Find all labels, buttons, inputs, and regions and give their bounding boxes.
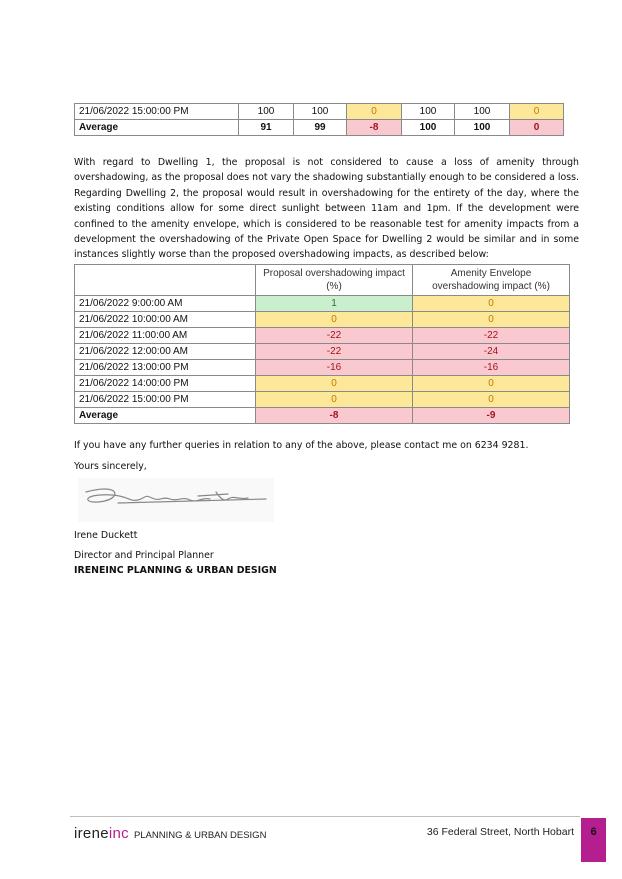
page-number-badge [581, 818, 606, 862]
table-row [75, 392, 570, 408]
handwritten-signature [78, 478, 274, 522]
table-cell: 0 [347, 104, 402, 120]
row-label: 21/06/2022 9:00:00 AM [75, 296, 256, 312]
footer-divider [70, 816, 580, 817]
header-cell-envelope: Amenity Envelope overshadowing impact (%) [413, 265, 570, 296]
page-number: 6 [590, 826, 597, 838]
closing-salutation: Yours sincerely, [74, 461, 147, 472]
logo-wordmark-inc: inc [108, 825, 129, 842]
signatory-name: Irene Duckett [74, 530, 138, 541]
footer-logo [74, 823, 266, 842]
signatory-company: IRENEINC PLANNING & URBAN DESIGN [74, 565, 277, 576]
table-cell: -22 [256, 344, 413, 360]
header-cell [75, 265, 256, 296]
table-row [75, 376, 570, 392]
row-label: Average [75, 120, 239, 136]
table-row-average [75, 408, 570, 424]
table-cell: 0 [413, 296, 570, 312]
dwelling-2-comparison-table [74, 264, 570, 424]
table-row [75, 360, 570, 376]
table-cell: 1 [256, 296, 413, 312]
table-cell: -22 [413, 328, 570, 344]
table-row [75, 328, 570, 344]
table-cell: 0 [256, 312, 413, 328]
contact-paragraph: If you have any further queries in relation to any of the above, please contact me on 6234 9281. [74, 440, 529, 451]
table-cell: 0 [510, 104, 564, 120]
dwelling-1-overshadowing-table [74, 103, 564, 136]
table-cell: -9 [413, 408, 570, 424]
row-label: Average [75, 408, 256, 424]
table-cell: 100 [294, 104, 347, 120]
row-label: 21/06/2022 11:00:00 AM [75, 328, 256, 344]
table-cell: -22 [256, 328, 413, 344]
table-cell: -24 [413, 344, 570, 360]
table-cell: 99 [294, 120, 347, 136]
footer-address: 36 Federal Street, North Hobart [426, 826, 574, 838]
table-cell: -16 [256, 360, 413, 376]
row-label: 21/06/2022 10:00:00 AM [75, 312, 256, 328]
table-cell: 100 [455, 120, 510, 136]
table-cell: 0 [413, 376, 570, 392]
table-cell: 91 [239, 120, 294, 136]
table-cell: 0 [413, 312, 570, 328]
row-label: 21/06/2022 15:00:00 PM [75, 104, 239, 120]
table-row [75, 104, 564, 120]
table-cell: -8 [347, 120, 402, 136]
table-cell: 0 [256, 376, 413, 392]
table-cell: -16 [413, 360, 570, 376]
table-row-average [75, 120, 564, 136]
table-row [75, 312, 570, 328]
table-header-row [75, 265, 570, 296]
table-cell: 100 [402, 104, 455, 120]
signatory-title: Director and Principal Planner [74, 550, 214, 561]
table-row [75, 344, 570, 360]
body-paragraph: With regard to Dwelling 1, the proposal is not considered to cause a loss of amenity through overshadowing, as the proposal does not vary the shadowing substantially enough to be considered a loss. Regarding Dwelling 2, the proposal would result in overshadowing for the entirety of the day, where the existing conditions allow for some direct sunlight between 11am and 1pm. If the development were confined to the amenity envelope, which is considered to be reasonable test for amenity impacts from a development the overshadowing of the Private Open Space for Dwelling 2 would be similar and in some instances slightly worse than the proposed overshadowing impacts, as described below: [74, 157, 579, 261]
table-cell: -8 [256, 408, 413, 424]
table-cell: 0 [413, 392, 570, 408]
table-cell: 0 [510, 120, 564, 136]
row-label: 21/06/2022 14:00:00 PM [75, 376, 256, 392]
table-cell: 100 [239, 104, 294, 120]
logo-tagline: PLANNING & URBAN DESIGN [133, 830, 267, 841]
table-cell: 100 [402, 120, 455, 136]
row-label: 21/06/2022 13:00:00 PM [75, 360, 256, 376]
row-label: 21/06/2022 12:00:00 AM [75, 344, 256, 360]
table-cell: 0 [256, 392, 413, 408]
table-cell: 100 [455, 104, 510, 120]
logo-wordmark-irene: irene [74, 825, 109, 842]
row-label: 21/06/2022 15:00:00 PM [75, 392, 256, 408]
header-cell-proposal: Proposal overshadowing impact (%) [256, 265, 413, 296]
table-row [75, 296, 570, 312]
